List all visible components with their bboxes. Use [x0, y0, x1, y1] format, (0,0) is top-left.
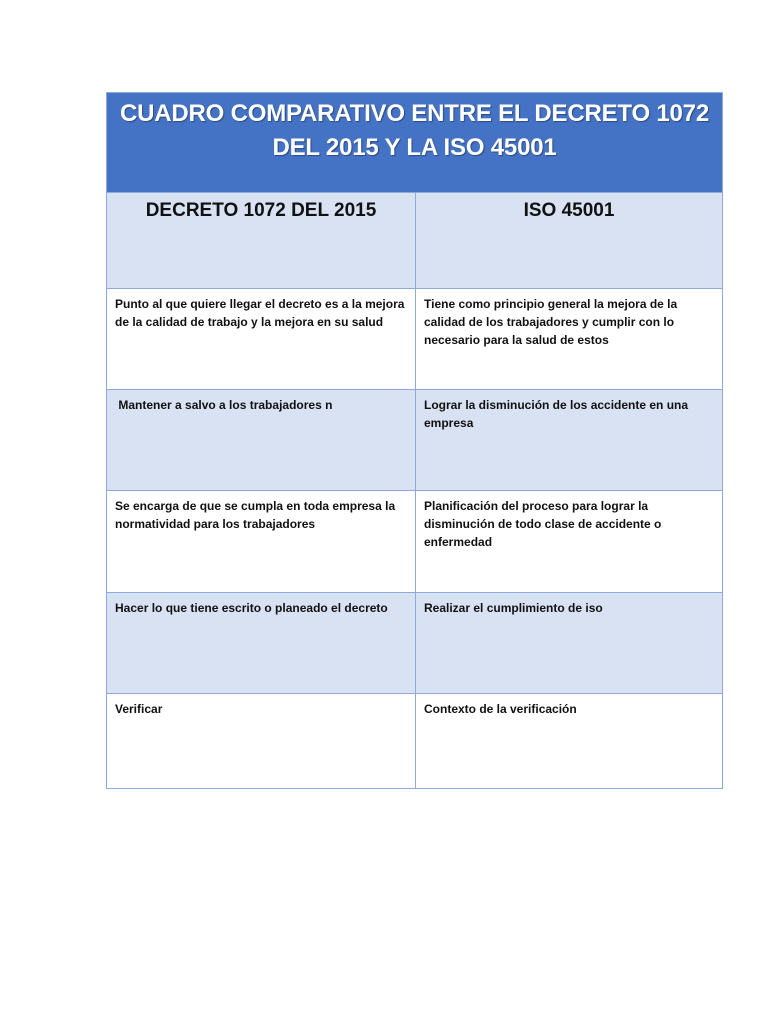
row-2-iso-cell: Lograr la disminución de los accidente en una empresa [424, 398, 689, 430]
table-row [107, 593, 722, 694]
row-1-iso-cell: Tiene como principio general la mejora de la calidad de los trabajadores y cumplir con lo necesario para la salud de estos [424, 297, 678, 347]
row-4-iso-cell: Realizar el cumplimiento de iso [424, 601, 603, 615]
table-header-row [107, 193, 722, 289]
row-3-decreto-cell: Se encarga de que se cumpla en toda empresa la normatividad para los trabajadores [107, 491, 416, 592]
row-4-decreto-cell: Hacer lo que tiene escrito o planeado el decreto [107, 593, 416, 693]
row-2-decreto-cell: Mantener a salvo a los trabajadores n [107, 390, 416, 490]
table-title: CUADRO COMPARATIVO ENTRE EL DECRETO 1072 DEL 2015 Y LA ISO 45001 [120, 100, 709, 161]
row-3-iso-cell: Planificación del proceso para lograr la disminución de todo clase de accidente o enfermedad [424, 499, 662, 549]
comparison-table [106, 92, 723, 789]
row-5-iso-cell: Contexto de la verificación [424, 702, 577, 716]
table-row [107, 390, 722, 491]
table-row [107, 694, 722, 788]
row-5-decreto-cell: Verificar [107, 694, 416, 788]
row-1-decreto-cell: Punto al que quiere llegar el decreto es a la mejora de la calidad de trabajo y la mejora en su salud [107, 289, 416, 389]
table-row [107, 491, 722, 593]
header-iso: ISO 45001 [523, 200, 615, 221]
table-title-row [107, 93, 722, 193]
header-decreto: DECRETO 1072 DEL 2015 [107, 193, 416, 288]
table-row [107, 289, 722, 390]
